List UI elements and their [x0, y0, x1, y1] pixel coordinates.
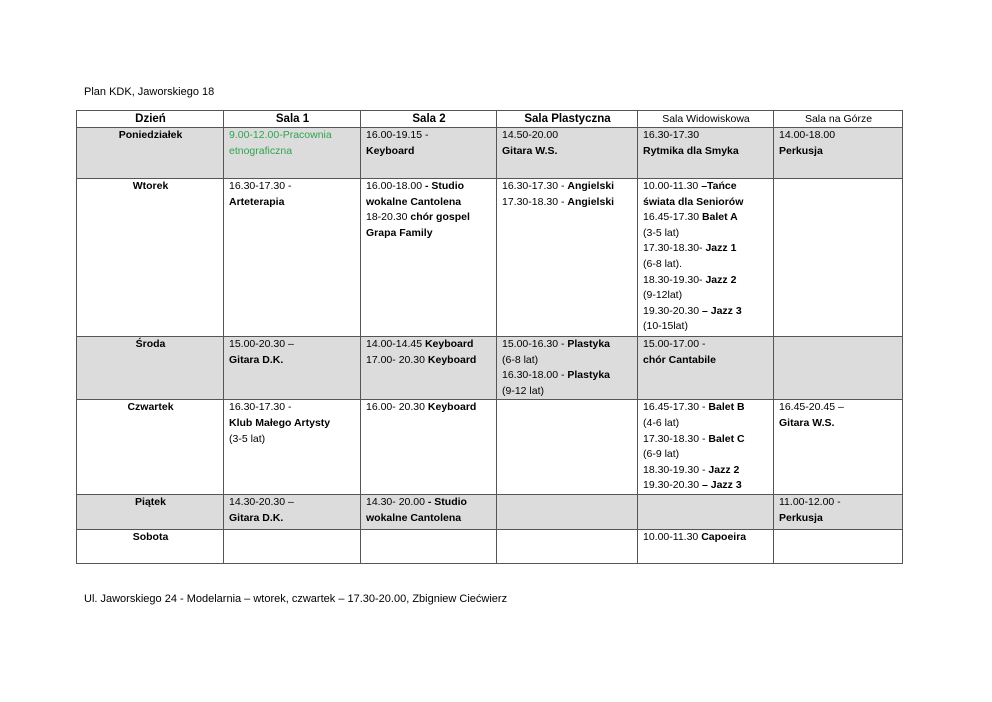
cell-text: wokalne Cantolena — [366, 195, 462, 208]
cell-text: świata dla Seniorów — [643, 195, 744, 208]
cell-text: Perkusja — [779, 144, 823, 157]
cell-text: Klub Małego Artysty — [229, 416, 331, 429]
table-row-saturday — [77, 529, 903, 563]
cell-text: Capoeira — [701, 530, 747, 543]
cell-text: 11.00-12.00 - — [779, 495, 841, 508]
cell-fri-sala2 — [361, 494, 497, 529]
day-friday: Piątek — [77, 494, 224, 529]
cell-text: Gitara W.S. — [502, 144, 558, 157]
table-row-tuesday — [77, 179, 903, 337]
cell-text: Arteterapia — [229, 195, 285, 208]
cell-text: Rytmika dla Smyka — [643, 144, 739, 157]
cell-text: 10.00-11.30 — [643, 530, 702, 543]
cell-text: (9-12lat) — [643, 289, 683, 302]
cell-text: 17.30-18.30 - — [643, 432, 709, 445]
day-monday: Poniedziałek — [77, 128, 224, 179]
cell-text: 16.30-17.30 - — [229, 180, 292, 192]
cell-wed-gora — [774, 337, 903, 400]
day-saturday: Sobota — [77, 529, 224, 563]
day-tuesday: Wtorek — [77, 179, 224, 337]
cell-text: 17.30-18.30 - — [502, 195, 568, 208]
cell-text: –Tańce — [701, 180, 737, 192]
cell-text: etnograficzna — [229, 144, 293, 157]
cell-text: 15.00-17.00 - — [643, 338, 706, 350]
cell-text: wokalne Cantolena — [366, 511, 462, 524]
cell-text: 18.30-19.30 - — [643, 463, 709, 476]
cell-text: 17.30-18.30- — [643, 242, 706, 255]
table-row-friday — [77, 494, 903, 529]
cell-text: 19.30-20.30 — [643, 479, 702, 492]
cell-text: Plastyka — [567, 338, 611, 350]
cell-text: 14.30-20.30 – — [229, 495, 294, 508]
header-sala-plastyczna: Sala Plastyczna — [497, 111, 638, 128]
cell-text: 16.30-17.30 - — [229, 401, 292, 414]
cell-text: Perkusja — [779, 511, 823, 524]
table-row-monday — [77, 128, 903, 179]
cell-text: Keyboard — [427, 401, 477, 414]
cell-text: Jazz 2 — [705, 273, 737, 286]
cell-text: 18-20.30 — [366, 211, 411, 224]
footer-note: Ul. Jaworskiego 24 - Modelarnia – wtorek, czwartek – 17.30-20.00, Zbigniew Ciećwierz — [84, 593, 508, 605]
cell-text: (6-9 lat) — [643, 448, 680, 461]
cell-wed-sala2 — [361, 337, 497, 400]
cell-text: Grapa Family — [366, 226, 433, 239]
cell-text: 17.00- 20.30 — [366, 353, 428, 366]
header-sala-2: Sala 2 — [361, 111, 497, 128]
cell-text: 16.45-17.30 - — [643, 401, 709, 414]
cell-text: 19.30-20.30 — [643, 304, 702, 317]
day-wednesday: Środa — [77, 337, 224, 400]
cell-text: Jazz 2 — [708, 463, 740, 476]
cell-text: - Studio — [422, 180, 465, 192]
cell-text: chór Cantabile — [643, 353, 716, 366]
cell-mon-plastyczna — [497, 128, 638, 179]
cell-text: – Jazz 3 — [701, 479, 742, 492]
cell-text: Balet B — [708, 401, 745, 414]
cell-sat-gora — [774, 529, 903, 563]
cell-mon-widowiskowa — [638, 128, 774, 179]
cell-text: Keyboard — [366, 144, 415, 157]
cell-text: 16.00-18.00 — [366, 180, 423, 192]
header-sala-na-gorze: Sala na Górze — [774, 111, 903, 128]
cell-text: (6-8 lat) — [502, 353, 539, 366]
day-thursday: Czwartek — [77, 400, 224, 495]
cell-text: Gitara D.K. — [229, 511, 284, 524]
cell-wed-sala1 — [224, 337, 361, 400]
cell-text: Plastyka — [567, 369, 611, 382]
cell-mon-sala1 — [224, 128, 361, 179]
cell-text: Angielski — [567, 195, 615, 208]
table-row-thursday — [77, 400, 903, 495]
cell-text: Keyboard — [427, 353, 477, 366]
cell-thu-widowiskowa — [638, 400, 774, 495]
cell-thu-gora — [774, 400, 903, 495]
cell-text: 16.00-19.15 - — [366, 129, 429, 141]
cell-text: chór gospel — [410, 211, 470, 224]
cell-text: (3-5 lat) — [643, 226, 680, 239]
cell-text: (3-5 lat) — [229, 432, 266, 445]
cell-text: (10-15lat) — [643, 320, 688, 333]
cell-mon-sala2 — [361, 128, 497, 179]
cell-text: (6-8 lat). — [643, 257, 683, 270]
cell-tue-sala2 — [361, 179, 497, 337]
cell-thu-sala1 — [224, 400, 361, 495]
cell-text: Angielski — [567, 180, 615, 192]
cell-text: Balet C — [708, 432, 745, 445]
cell-text: 16.45-17.30 — [643, 211, 702, 224]
cell-text: 16.45-20.45 – — [779, 401, 844, 414]
cell-text: 14.00-18.00 — [779, 129, 836, 141]
cell-wed-plastyczna — [497, 337, 638, 400]
header-sala-widowiskowa: Sala Widowiskowa — [638, 111, 774, 128]
cell-text: 15.00-16.30 - — [502, 338, 568, 350]
table-row-wednesday — [77, 337, 903, 400]
cell-fri-plastyczna — [497, 494, 638, 529]
cell-text: Jazz 1 — [705, 242, 737, 255]
cell-sat-sala2 — [361, 529, 497, 563]
cell-text: Keyboard — [424, 338, 474, 350]
cell-text: 18.30-19.30- — [643, 273, 706, 286]
cell-text: 16.30-17.30 — [643, 129, 700, 141]
cell-text: (4-6 lat) — [643, 416, 680, 429]
header-row — [77, 111, 903, 128]
cell-sat-widowiskowa — [638, 529, 774, 563]
header-day: Dzień — [77, 111, 224, 128]
cell-text: Gitara D.K. — [229, 353, 284, 366]
cell-text: - Studio — [427, 495, 467, 508]
page-title: Plan KDK, Jaworskiego 18 — [84, 86, 215, 98]
cell-tue-plastyczna — [497, 179, 638, 337]
cell-fri-widowiskowa — [638, 494, 774, 529]
cell-text: 16.30-17.30 - — [502, 180, 568, 192]
cell-text: 14.30- 20.00 — [366, 495, 428, 508]
cell-wed-widowiskowa — [638, 337, 774, 400]
cell-sat-sala1 — [224, 529, 361, 563]
cell-text: 16.30-18.00 - — [502, 369, 568, 382]
cell-tue-widowiskowa — [638, 179, 774, 337]
cell-mon-gora — [774, 128, 903, 179]
cell-tue-gora — [774, 179, 903, 337]
cell-text: Balet A — [701, 211, 738, 224]
schedule-table — [76, 110, 903, 564]
cell-text: – Jazz 3 — [701, 304, 742, 317]
cell-text: 15.00-20.30 – — [229, 338, 294, 350]
cell-sat-plastyczna — [497, 529, 638, 563]
cell-text: (9-12 lat) — [502, 384, 545, 397]
cell-fri-gora — [774, 494, 903, 529]
cell-text: 16.00- 20.30 — [366, 401, 428, 414]
cell-text: 10.00-11.30 — [643, 180, 702, 192]
cell-text: 14.00-14.45 — [366, 338, 425, 350]
cell-text: 14.50-20.00 — [502, 129, 559, 141]
cell-tue-sala1 — [224, 179, 361, 337]
cell-fri-sala1 — [224, 494, 361, 529]
cell-thu-sala2 — [361, 400, 497, 495]
cell-text: 9.00-12.00-Pracownia — [229, 129, 332, 141]
cell-text: Gitara W.S. — [779, 416, 835, 429]
header-sala-1: Sala 1 — [224, 111, 361, 128]
cell-thu-plastyczna — [497, 400, 638, 495]
